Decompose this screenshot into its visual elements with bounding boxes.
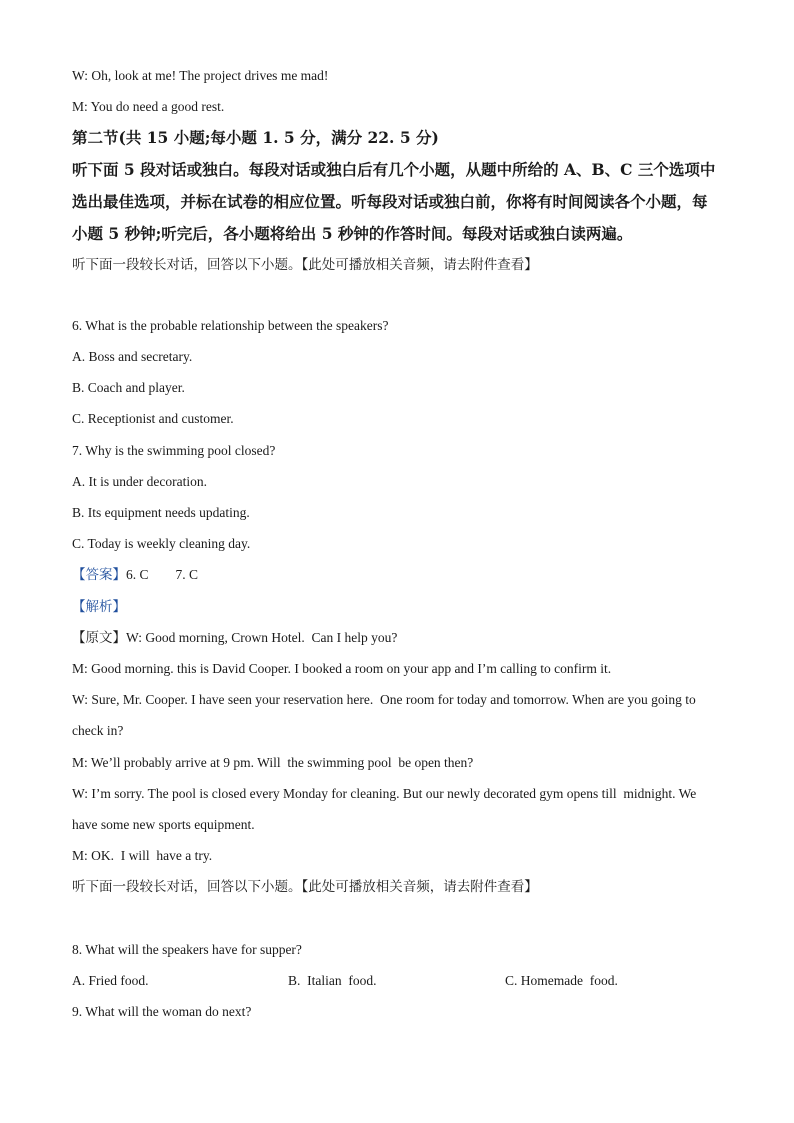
section-instruction: 听下面 5 段对话或独白。每段对话或独白后有几个小题，从题中所给的 A、B、C 三个选项中 (72, 160, 716, 179)
answer-line (72, 566, 198, 584)
option: B. Its equipment needs updating. (72, 505, 250, 520)
answer-text: 6. C 7. C (126, 567, 199, 582)
option: A. Fried food. (72, 973, 149, 988)
transcript-line: have some new sports equipment. (72, 817, 255, 832)
question: 9. What will the woman do next? (72, 1004, 252, 1019)
transcript-line: W: I’m sorry. The pool is closed every Monday for cleaning. But our newly decorated gym opens till midnight. We (72, 786, 697, 801)
section-instruction: 选出最佳选项，并标在试卷的相应位置。听每段对话或独白前，你将有时间阅读各个小题，每 (72, 192, 708, 211)
option: A. It is under decoration. (72, 474, 207, 489)
dialogue-line: M: You do need a good rest. (72, 99, 225, 114)
listening-prompt: 听下面一段较长对话，回答以下小题。【此处可播放相关音频，请去附件查看】 (72, 879, 538, 895)
option: B. Coach and player. (72, 380, 185, 395)
question: 8. What will the speakers have for supper? (72, 942, 302, 957)
option: A. Boss and secretary. (72, 349, 193, 364)
option: B. Italian food. (288, 973, 377, 988)
transcript-tag: 【原文】 (72, 630, 126, 646)
transcript-text: W: Good morning, Crown Hotel. Can I help you? (126, 630, 398, 645)
transcript-line: M: We’ll probably arrive at 9 pm. Will the swimming pool be open then? (72, 755, 474, 770)
transcript-first-line (72, 629, 397, 647)
transcript-line: M: Good morning. this is David Cooper. I booked a room on your app and I’m calling to confirm it. (72, 661, 612, 676)
section-heading: 第二节(共 15 小题;每小题 1. 5 分，满分 22. 5 分) (72, 128, 439, 147)
section-instruction: 小题 5 秒钟;听完后，各小题将给出 5 秒钟的作答时间。每段对话或独白读两遍。 (72, 224, 633, 243)
dialogue-line: W: Oh, look at me! The project drives me mad! (72, 68, 329, 83)
option: C. Today is weekly cleaning day. (72, 536, 251, 551)
answer-tag: 【答案】 (72, 567, 126, 583)
transcript-line: M: OK. I will have a try. (72, 848, 213, 863)
transcript-line: W: Sure, Mr. Cooper. I have seen your reservation here. One room for today and tomorrow. When are you going to (72, 692, 696, 707)
option: C. Receptionist and customer. (72, 411, 234, 426)
question: 6. What is the probable relationship between the speakers? (72, 318, 389, 333)
listening-prompt: 听下面一段较长对话，回答以下小题。【此处可播放相关音频，请去附件查看】 (72, 257, 538, 273)
analysis-tag: 【解析】 (72, 599, 126, 615)
option: C. Homemade food. (505, 973, 618, 988)
transcript-line: check in? (72, 723, 124, 738)
question: 7. Why is the swimming pool closed? (72, 443, 276, 458)
